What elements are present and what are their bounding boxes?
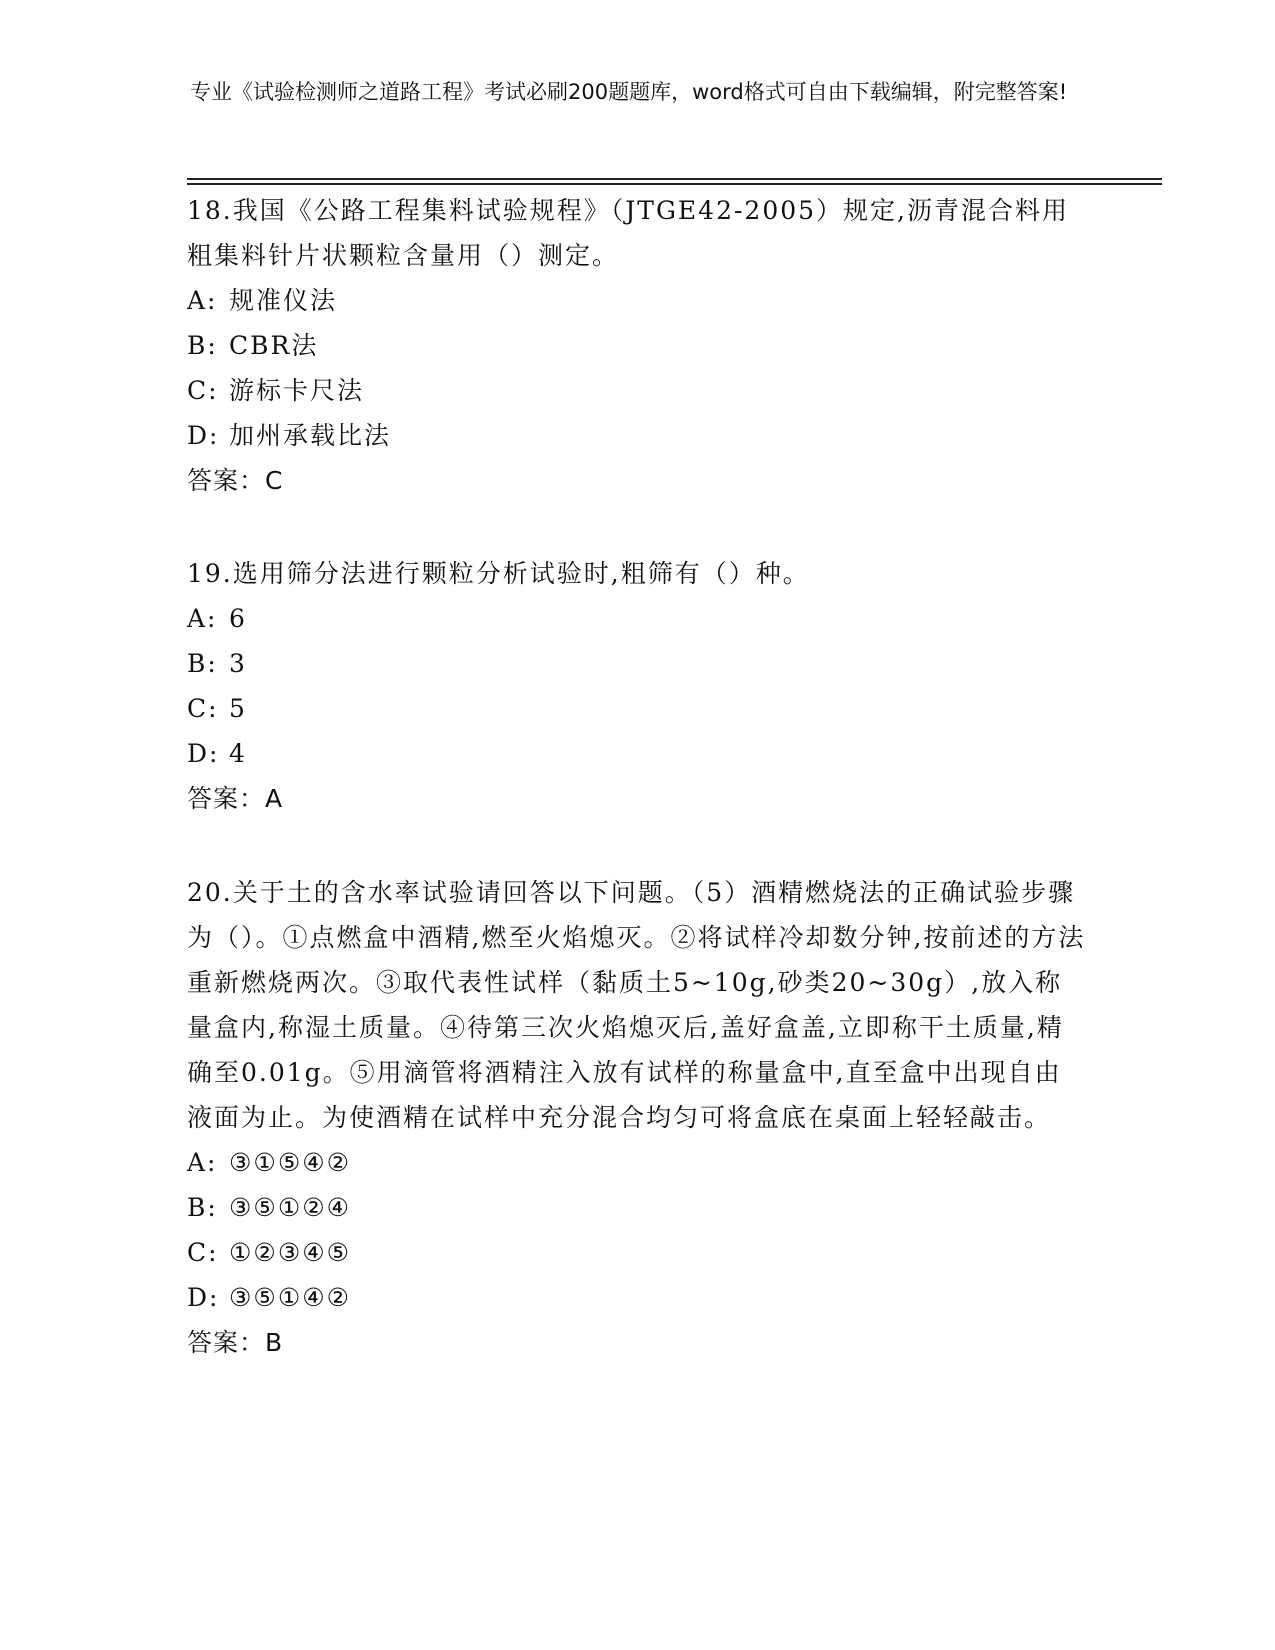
- option-text: ③⑤①④②: [229, 1283, 352, 1312]
- option-b: [187, 323, 1087, 368]
- option-text: ①②③④⑤: [229, 1238, 352, 1267]
- option-key: B:: [187, 649, 218, 678]
- option-d: [187, 731, 1087, 776]
- option-b: [187, 641, 1087, 686]
- option-text: 5: [229, 694, 247, 723]
- option-text: 3: [229, 649, 247, 678]
- option-text: 游标卡尺法: [229, 376, 365, 405]
- option-d: [187, 413, 1087, 458]
- answer-line: 答案：C: [187, 466, 284, 495]
- question-stem: 20.关于土的含水率试验请回答以下问题。（5）酒精燃烧法的正确试验步骤为（）。①点燃盒中酒精,燃至火焰熄灭。②将试样冷却数分钟,按前述的方法重新燃烧两次。③取代表性试样（黏质土5~10g,砂类20~30g）,放入称量盒内,称湿土质量。④待第三次火焰熄灭后,盖好盒盖,立即称干土质量,精确至0.01g。⑤用滴管将酒精注入放有试样的称量盒中,直至盒中出现自由液面为止。为使酒精在试样中充分混合均匀可将盒底在桌面上轻轻敲击。: [187, 878, 1086, 1132]
- option-text: 规准仪法: [229, 286, 338, 315]
- option-key: A:: [187, 1148, 218, 1177]
- option-key: B:: [187, 331, 218, 360]
- option-text: 4: [229, 739, 247, 768]
- option-key: C:: [187, 1238, 219, 1267]
- option-key: D:: [187, 739, 220, 768]
- option-b: [187, 1185, 1087, 1230]
- option-text: CBR法: [229, 331, 319, 360]
- option-key: D:: [187, 421, 220, 450]
- option-d: [187, 1275, 1087, 1320]
- option-c: [187, 686, 1087, 731]
- page-header: 专业《试验检测师之道路工程》考试必刷200题题库，word格式可自由下载编辑，附完整答案!: [190, 80, 1068, 104]
- option-key: C:: [187, 694, 219, 723]
- option-key: A:: [187, 286, 218, 315]
- option-text: ③⑤①②④: [229, 1193, 352, 1222]
- option-a: [187, 278, 1087, 323]
- question-stem: 18.我国《公路工程集料试验规程》（JTGE42-2005）规定,沥青混合料用粗集料针片状颗粒含量用（）测定。: [187, 196, 1070, 270]
- option-a: [187, 1140, 1087, 1185]
- answer-line: 答案：B: [187, 1328, 284, 1357]
- option-text: ③①⑤④②: [229, 1148, 352, 1177]
- question-19: [187, 551, 1087, 821]
- question-stem: 19.选用筛分法进行颗粒分析试验时,粗筛有（）种。: [187, 559, 810, 588]
- answer-line: 答案：A: [187, 784, 284, 813]
- option-key: A:: [187, 604, 218, 633]
- option-text: 加州承载比法: [229, 421, 392, 450]
- option-key: D:: [187, 1283, 220, 1312]
- option-c: [187, 368, 1087, 413]
- question-18: [187, 188, 1087, 503]
- header-divider: [187, 178, 1162, 180]
- option-a: [187, 596, 1087, 641]
- option-text: 6: [229, 604, 247, 633]
- option-key: B:: [187, 1193, 218, 1222]
- header-divider: [187, 183, 1162, 185]
- option-c: [187, 1230, 1087, 1275]
- question-20: [187, 870, 1087, 1365]
- option-key: C:: [187, 376, 219, 405]
